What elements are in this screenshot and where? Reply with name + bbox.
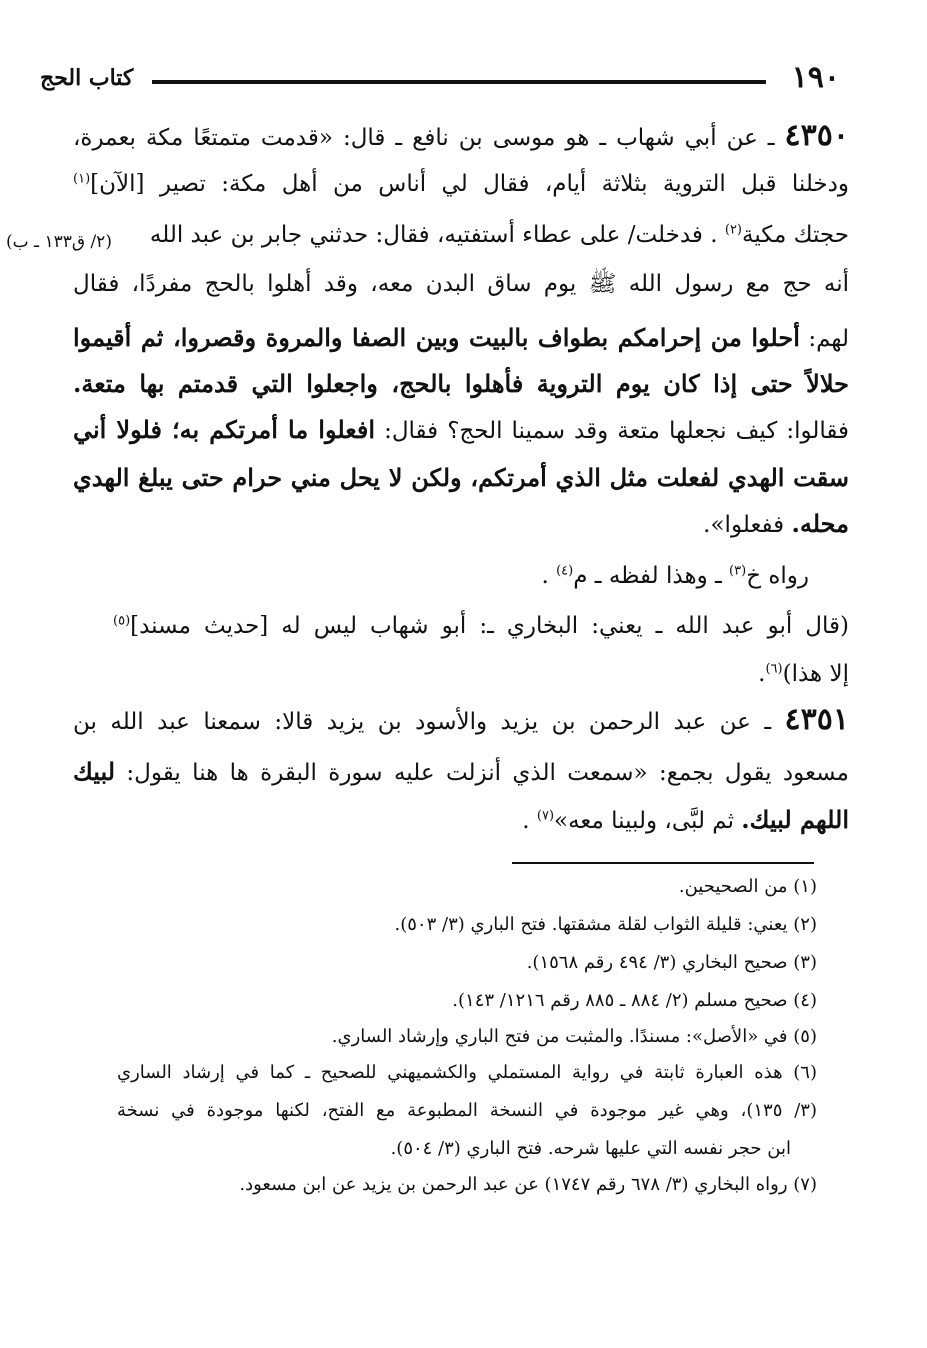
footnote-6-line-1: (٦) هذه العبارة ثابتة في رواية المستملي والكشميهني للصحيح ـ كما في إرشاد الساري <box>117 1062 817 1083</box>
hadith-4350-line-6: حلالاً حتى إذا كان يوم التروية فأهلوا بالحج، واجعلوا التي قدمتم بها متعة. <box>73 369 849 398</box>
footnote-3: (٣) صحيح البخاري (٣/ ٤٩٤ رقم ١٥٦٨). <box>526 952 817 973</box>
footnote-separator <box>512 862 814 864</box>
hadith-4350-line-4: أنه حج مع رسول الله ﷺ يوم ساق البدن معه، وقد أهلوا بالحج مفردًا، فقال <box>73 271 849 297</box>
hadith-4350-note-line-2: إلا هذا)$^{(٦)}$. <box>758 661 849 687</box>
footnote-ref: (٥) <box>113 613 131 629</box>
footnote-ref: (٧) <box>536 808 555 824</box>
hadith-4350-line-7: فقالوا: كيف نجعلها متعة وقد سمينا الحج؟ فقال: افعلوا ما أمرتكم به؛ فلولا أني <box>73 415 849 444</box>
hadith-4350-line-5: لهم: أحلوا من إحرامكم بطواف بالبيت وبين الصفا والمروة وقصروا، ثم أقيموا <box>73 323 849 352</box>
hadith-4350-line-3: حجتك مكية$^{(٢)}$ . فدخلت/ على عطاء أستفتيه، فقال: حدثني جابر بن عبد الله <box>149 222 849 248</box>
hadith-4350-line-8: سقت الهدي لفعلت مثل الذي أمرتكم، ولكن لا يحل مني حرام حتى يبلغ الهدي <box>73 463 849 492</box>
hadith-4351-line-1: ٤٣٥١ ـ عن عبد الرحمن بن يزيد والأسود بن يزيد قالا: سمعنا عبد الله بن <box>73 702 849 737</box>
footnote-ref: (٦) <box>765 661 783 677</box>
hadith-number-4350: ٤٣٥٠ <box>784 118 849 153</box>
footnote-6-line-3: ابن حجر نفسه التي عليها شرحه. فتح الباري (٣/ ٥٠٤). <box>390 1138 791 1159</box>
footnote-7: (٧) رواه البخاري (٣/ ٦٧٨ رقم ١٧٤٧) عن عبد الرحمن بن يزيد عن ابن مسعود. <box>239 1174 817 1195</box>
footnote-4: (٤) صحيح مسلم (٢/ ٨٨٤ ـ ٨٨٥ رقم ١٢١٦/ ١٤٣). <box>452 990 817 1011</box>
footnote-6-line-2: (٣/ ١٣٥)، وهي غير موجودة في النسخة المطبوعة مع الفتح، لكنها موجودة في نسخة <box>117 1100 817 1121</box>
book-title: كتاب الحج <box>40 65 134 91</box>
header-rule <box>152 80 766 84</box>
hadith-4350-line-1: ٤٣٥٠ ـ عن أبي شهاب ـ هو موسى بن نافع ـ قال: «قدمت متمتعًا مكة بعمرة، <box>73 118 849 153</box>
hadith-4350-line-9: محله. ففعلوا». <box>703 509 849 538</box>
hadith-4350-source-line: رواه خ$^{(٣)}$ ـ وهذا لفظه ـ م$^{(٤)}$ . <box>541 563 809 589</box>
footnote-1: (١) من الصحيحين. <box>678 876 817 897</box>
margin-note: (٢/ ق١٣٣ ـ ب) <box>6 232 112 252</box>
footnote-ref: (٣) <box>729 563 747 579</box>
hadith-4351-line-3: اللهم لبيك. ثم لبَّى، ولبينا معه»$^{(٧)}$ . <box>522 805 849 834</box>
footnote-ref: (٢) <box>724 222 742 238</box>
hadith-4351-line-2: مسعود يقول بجمع: «سمعت الذي أنزلت عليه سورة البقرة ها هنا يقول: لبيك <box>73 757 849 786</box>
running-header <box>40 58 840 98</box>
page-number: ١٩٠ <box>791 60 840 95</box>
footnote-5: (٥) في «الأصل»: مسندًا. والمثبت من فتح الباري وإرشاد الساري. <box>331 1026 817 1047</box>
footnote-ref: (١) <box>73 171 91 187</box>
footnote-ref: (٤) <box>556 563 574 579</box>
hadith-4350-line-2: ودخلنا قبل التروية بثلاثة أيام، فقال لي أناس من أهل مكة: تصير [الآن]$^{(١)}$ <box>73 171 849 197</box>
hadith-number-4351: ٤٣٥١ <box>784 702 849 737</box>
footnote-2: (٢) يعني: قليلة الثواب لقلة مشقتها. فتح الباري (٣/ ٥٠٣). <box>394 914 817 935</box>
hadith-4350-note-line-1: (قال أبو عبد الله ـ يعني: البخاري ـ: أبو شهاب ليس له [حديث مسند]$^{(٥)}$ <box>113 613 849 639</box>
